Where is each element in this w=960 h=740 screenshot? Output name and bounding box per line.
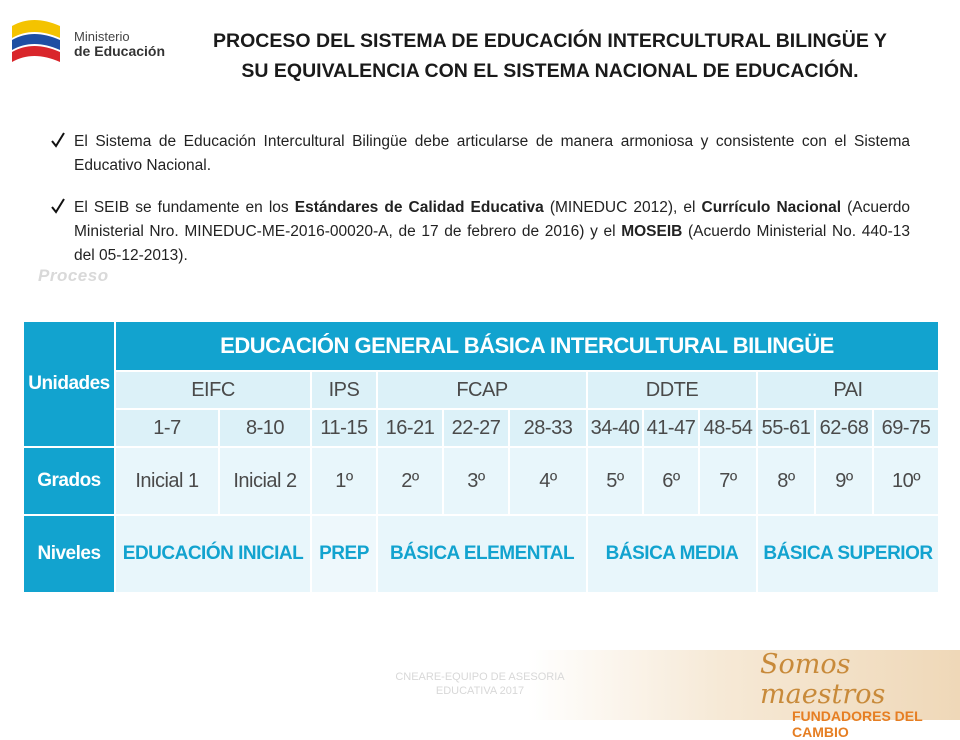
side-header-grados: Grados	[24, 448, 116, 516]
range-cell: 8-10	[220, 410, 312, 448]
slogan-line-2: FUNDADORES DEL CAMBIO	[792, 708, 923, 740]
ministry-logo	[8, 16, 168, 76]
title-line-1: PROCESO DEL SISTEMA DE EDUCACIÓN INTERCULTURAL BILINGÜE Y	[213, 30, 887, 52]
grade-cell: 1º	[312, 448, 378, 516]
footer-credit	[360, 670, 600, 698]
bullet-strong-curriculum: Currículo Nacional	[701, 199, 842, 216]
bullet-strong-moseib: MOSEIB	[621, 223, 683, 240]
table-main-header: EDUCACIÓN GENERAL BÁSICA INTERCULTURAL BILINGÜE	[116, 322, 940, 372]
level-basica-media: BÁSICA MEDIA	[588, 516, 758, 594]
level-prep: PREP	[312, 516, 378, 594]
bullet-text-2d: (Acuerdo Ministerial No. 440-13 del 05-12-2013).	[74, 223, 910, 264]
range-cell: 48-54	[700, 410, 758, 448]
level-educacion-inicial: EDUCACIÓN INICIAL	[116, 516, 312, 594]
bullet-text-2c: (Acuerdo Ministerial Nro. MINEDUC-ME-2016-00020-A, de 17 de febrero de 2016) y el	[74, 199, 911, 240]
grade-cell: 6º	[644, 448, 700, 516]
bullet-text-1: El Sistema de Educación Intercultural Bilingüe debe articularse de manera armoniosa y consistente con el Sistema Educativo Nacional.	[74, 133, 910, 174]
unit-pai: PAI	[758, 372, 940, 410]
logo-line-1: Ministerio	[74, 29, 130, 44]
grade-cell: Inicial 2	[220, 448, 312, 516]
bullet-text-2b: (MINEDUC 2012), el	[543, 199, 702, 216]
grade-cell: 7º	[700, 448, 758, 516]
grade-cell: 2º	[378, 448, 444, 516]
bullet-item-2	[48, 196, 910, 268]
range-cell: 69-75	[874, 410, 940, 448]
equivalence-table	[24, 322, 940, 594]
range-cell: 16-21	[378, 410, 444, 448]
bullet-text-2a: El SEIB se fundamente en los	[74, 199, 295, 216]
grade-cell: Inicial 1	[116, 448, 220, 516]
level-basica-superior: BÁSICA SUPERIOR	[758, 516, 940, 594]
grade-cell: 3º	[444, 448, 510, 516]
range-cell: 34-40	[588, 410, 644, 448]
unit-eifc: EIFC	[116, 372, 312, 410]
checkmark-icon	[50, 196, 66, 216]
page-title	[170, 26, 930, 86]
range-cell: 22-27	[444, 410, 510, 448]
title-line-2: SU EQUIVALENCIA CON EL SISTEMA NACIONAL DE EDUCACIÓN.	[241, 60, 859, 82]
range-cell: 11-15	[312, 410, 378, 448]
unit-ips: IPS	[312, 372, 378, 410]
range-cell: 55-61	[758, 410, 816, 448]
ecuador-flag-icon	[8, 16, 64, 72]
unit-ddte: DDTE	[588, 372, 758, 410]
checkmark-icon	[50, 130, 66, 150]
bullet-strong-standards: Estándares de Calidad Educativa	[294, 199, 544, 216]
footer-credit-line-1: CNEARE-EQUIPO DE ASESORIA	[395, 671, 565, 683]
side-header-unidades: Unidades	[24, 322, 116, 448]
grade-cell: 10º	[874, 448, 940, 516]
range-cell: 1-7	[116, 410, 220, 448]
grade-cell: 8º	[758, 448, 816, 516]
side-header-niveles: Niveles	[24, 516, 116, 594]
watermark-text: Proceso	[38, 266, 109, 285]
level-basica-elemental: BÁSICA ELEMENTAL	[378, 516, 588, 594]
unit-fcap: FCAP	[378, 372, 588, 410]
logo-line-2: de Educación	[74, 43, 166, 59]
grade-cell: 4º	[510, 448, 588, 516]
slogan-line-1: Somos maestros	[760, 649, 886, 710]
grade-cell: 9º	[816, 448, 874, 516]
range-cell: 41-47	[644, 410, 700, 448]
bullet-list	[48, 130, 910, 286]
slogan	[760, 650, 960, 740]
bullet-item-1	[48, 130, 910, 178]
footer-credit-line-2: EDUCATIVA 2017	[435, 685, 525, 697]
range-cell: 62-68	[816, 410, 874, 448]
grade-cell: 5º	[588, 448, 644, 516]
range-cell: 28-33	[510, 410, 588, 448]
